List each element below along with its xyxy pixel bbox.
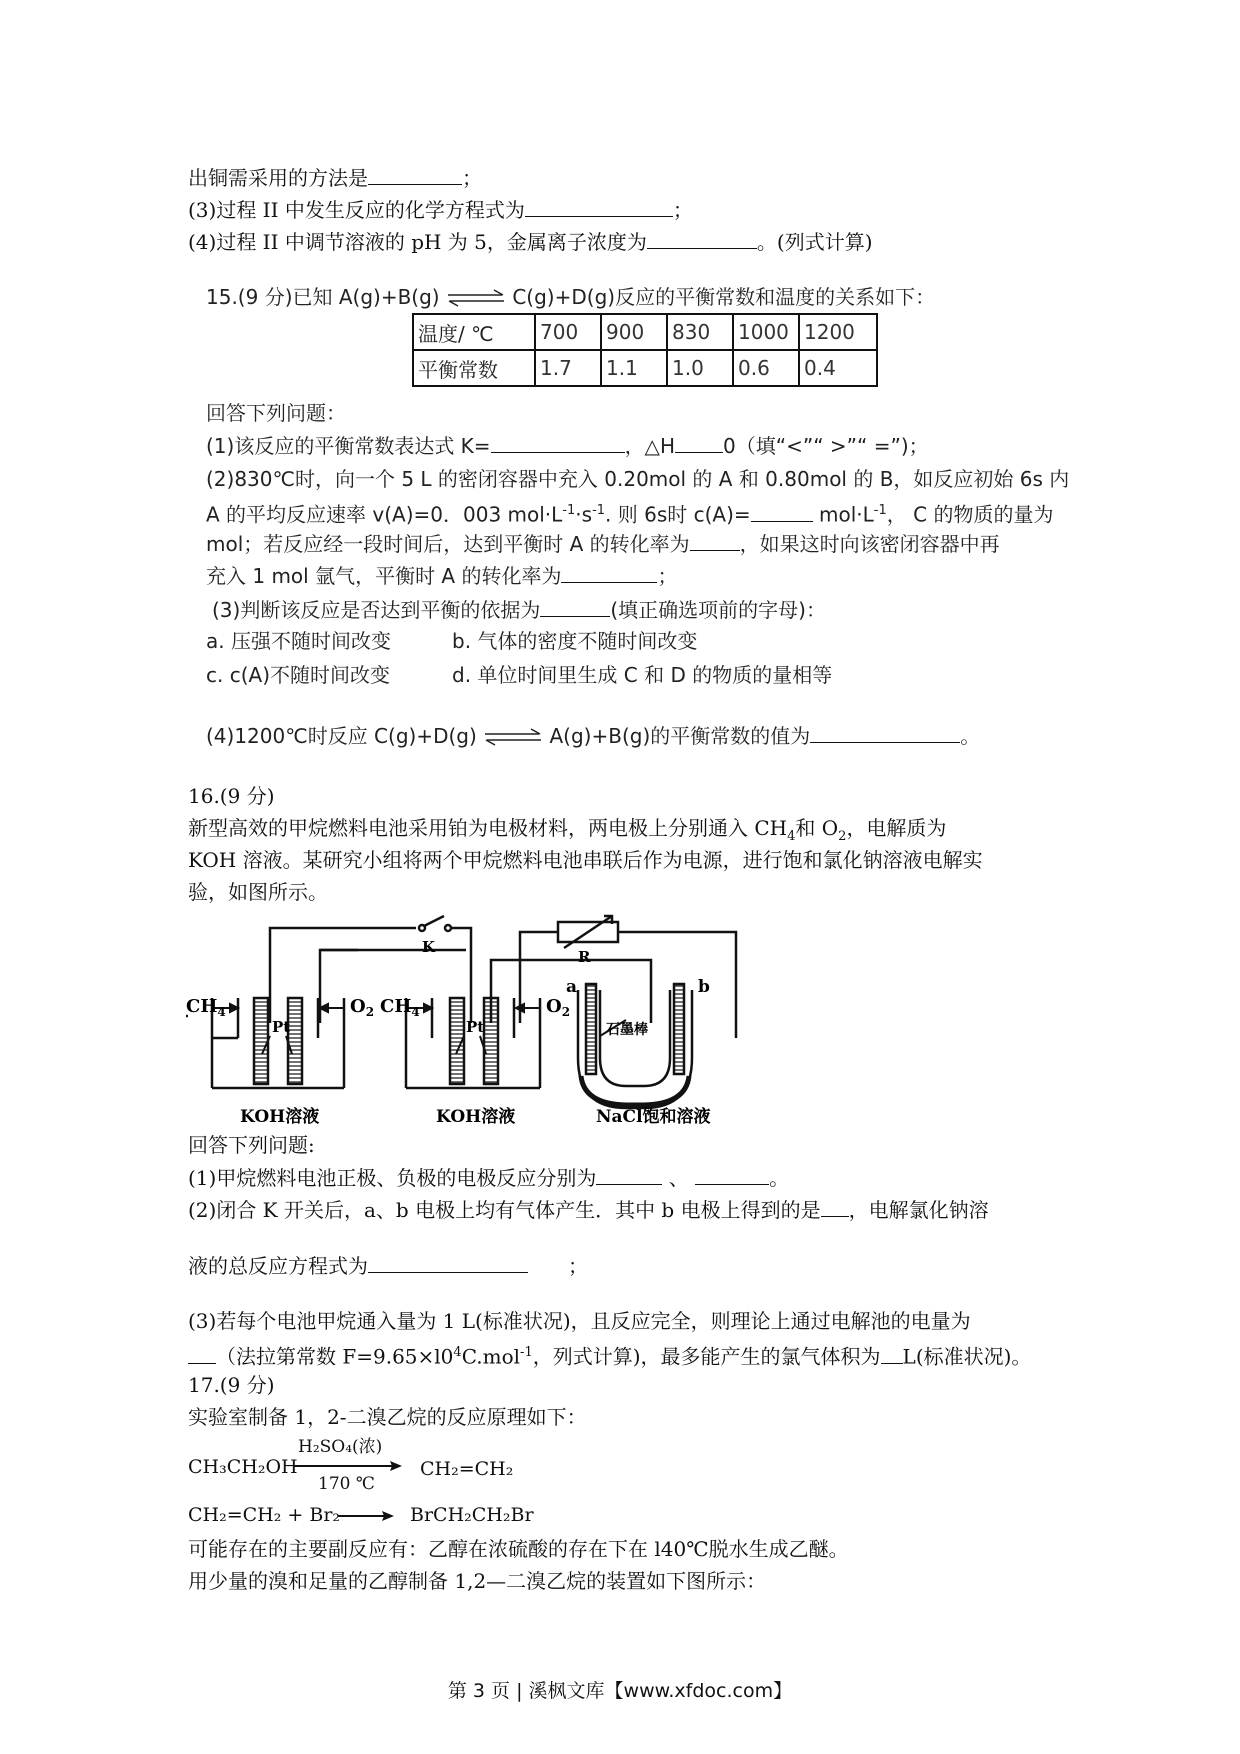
table-cell: 830 — [667, 314, 733, 350]
pt-label-2: Pt — [466, 1018, 485, 1036]
table-row — [413, 350, 877, 386]
table-cell: 平衡常数 — [413, 350, 535, 386]
reaction-2-product: BrCH₂CH₂Br — [410, 1504, 534, 1526]
q17-title: 17.(9 分) — [188, 1373, 275, 1397]
q16-line3: 验，如图所示。 — [188, 880, 328, 904]
reaction-1-condition-top: H₂SO₄(浓) — [298, 1437, 383, 1457]
table-cell: 0.4 — [799, 350, 877, 386]
table-cell: 1200 — [799, 314, 877, 350]
q16-p2-cont: 液的总反应方程式为 ； — [188, 1254, 588, 1278]
electrode-a-label: a — [566, 977, 578, 997]
q15-p1: (1)该反应的平衡常数表达式 K= ，△H 0（填“<”“ >”“ =”)； — [206, 434, 929, 458]
equilibrium-arrow-icon — [446, 289, 506, 309]
q15-option-d: d. 单位时间里生成 C 和 D 的物质的量相等 — [452, 663, 833, 687]
q15-p2-line3: mol；若反应经一段时间后，达到平衡时 A 的转化率为 ，如果这时向该密闭容器中再 — [206, 532, 1000, 556]
q14-line2: (3)过程 II 中发生反应的化学方程式为 ； — [188, 198, 693, 222]
page-footer: 第 3 页 | 溪枫文库【www.xfdoc.com】 — [447, 1680, 793, 1702]
q15-p3: (3)判断该反应是否达到平衡的依据为 (填正确选项前的字母)： — [212, 598, 826, 622]
o2-label-1: $O_2$ — [350, 996, 375, 1019]
koh-label-1: KOH溶液 — [240, 1107, 320, 1127]
table-cell: 1.0 — [667, 350, 733, 386]
q17-line1: 实验室制备 1，2-二溴乙烷的反应原理如下： — [188, 1405, 587, 1429]
table-row — [413, 314, 877, 350]
q16-line1: 新型高效的甲烷燃料电池采用铂为电极材料，两电极上分别通入 $CH_4$和 $O_2$，电解质为 — [188, 816, 947, 844]
equilibrium-arrow-icon — [483, 728, 543, 748]
ch4-label-2: $CH_4$ — [380, 996, 420, 1019]
q15-option-b: b. 气体的密度不随时间改变 — [452, 629, 698, 653]
q15-p2-line2: A 的平均反应速率 v(A)=0．003 $mol\cdot L^{-1}\cdot s^{-1}$. 则 6s时 $c(A)= mol\cdot L^{-1}$， C 的物质的量为 — [206, 502, 1054, 527]
q16-p1: (1)甲烷燃料电池正极、负极的电极反应分别为 、 。 — [188, 1166, 790, 1190]
graphite-label: 石墨棒 — [606, 1022, 648, 1038]
u-tube — [578, 984, 692, 1108]
q16-p2: (2)闭合 K 开关后，a、b 电极上均有气体产生．其中 b 电极上得到的是 ，电解氯化钠溶 — [188, 1198, 989, 1222]
reaction-1-condition-bottom: 170 ℃ — [318, 1474, 375, 1494]
nacl-label: NaCl饱和溶液 — [596, 1107, 711, 1127]
table-cell: 温度/ ℃ — [413, 314, 535, 350]
q17-line2: 可能存在的主要副反应有：乙醇在浓硫酸的存在下在 l40℃脱水生成乙醚。 — [188, 1537, 849, 1561]
q14-line3: (4)过程 II 中调节溶液的 pH 为 5，金属离子浓度为 。(列式计算) — [188, 230, 873, 254]
q16-p3-line2: （法拉第常数 $F=9.65\times l0^4C.mol^{-1}$，列式计算)，最多能产生的氯气体积为 L(标准状况)。 — [188, 1340, 1031, 1370]
q16-line2: KOH 溶液。某研究小组将两个甲烷燃料电池串联后作为电源，进行饱和氯化钠溶液电解实 — [188, 848, 983, 872]
q14-line1: 出铜需采用的方法是 ； — [188, 166, 482, 190]
q15-p4: (4)1200℃时反应 C(g)+D(g) A(g)+B(g)的平衡常数的值为 。 — [206, 724, 981, 748]
reaction-arrow-icon — [294, 1460, 404, 1472]
table-cell: 1.1 — [601, 350, 667, 386]
electrolysis-diagram — [186, 908, 766, 1130]
reaction-1-product: CH₂=CH₂ — [420, 1458, 514, 1480]
q16-p3-line1: (3)若每个电池甲烷通入量为 1 L(标准状况)，且反应完全，则理论上通过电解池的电量为 — [188, 1309, 971, 1333]
reaction-2-reactants: CH₂=CH₂ + Br₂ — [188, 1504, 341, 1526]
switch-k-label: K — [422, 938, 436, 956]
ch4-label-1: $CH_4$ — [186, 996, 226, 1019]
o2-label-2: $O_2$ — [546, 996, 571, 1019]
table-cell: 1000 — [733, 314, 799, 350]
reaction-1-reactant: CH₃CH₂OH — [188, 1456, 298, 1478]
pt-label-1: Pt — [272, 1018, 291, 1036]
koh-label-2: KOH溶液 — [436, 1107, 516, 1127]
table-cell: 900 — [601, 314, 667, 350]
electrode-b-label: b — [698, 977, 710, 997]
reaction-2 — [188, 1502, 588, 1530]
q17-line3: 用少量的溴和足量的乙醇制备 1,2—二溴乙烷的装置如下图所示： — [188, 1569, 767, 1593]
q15-option-a: a. 压强不随时间改变 — [206, 629, 391, 653]
table-cell: 0.6 — [733, 350, 799, 386]
table-cell: 700 — [535, 314, 601, 350]
reaction-arrow-icon — [338, 1510, 396, 1522]
reaction-1 — [188, 1432, 588, 1498]
q16-title: 16.(9 分) — [188, 784, 275, 808]
q15-p2-line4: 充入 1 mol 氩气，平衡时 A 的转化率为 ； — [206, 564, 678, 588]
q15-intro: 15.(9 分)已知 A(g)+B(g) C(g)+D(g)反应的平衡常数和温度的关系如下： — [206, 285, 936, 309]
equilibrium-table — [412, 313, 878, 387]
q16-answer-heading: 回答下列问题: — [188, 1133, 315, 1157]
q15-answer-heading: 回答下列问题： — [206, 401, 346, 425]
resistor-r-label: R — [578, 948, 591, 966]
q15-p2-line1: (2)830℃时，向一个 5 L 的密闭容器中充入 0.20mol 的 A 和 0.80mol 的 B，如反应初始 6s 内 — [206, 467, 1070, 491]
q15-option-c: c. c(A)不随时间改变 — [206, 663, 390, 687]
table-cell: 1.7 — [535, 350, 601, 386]
